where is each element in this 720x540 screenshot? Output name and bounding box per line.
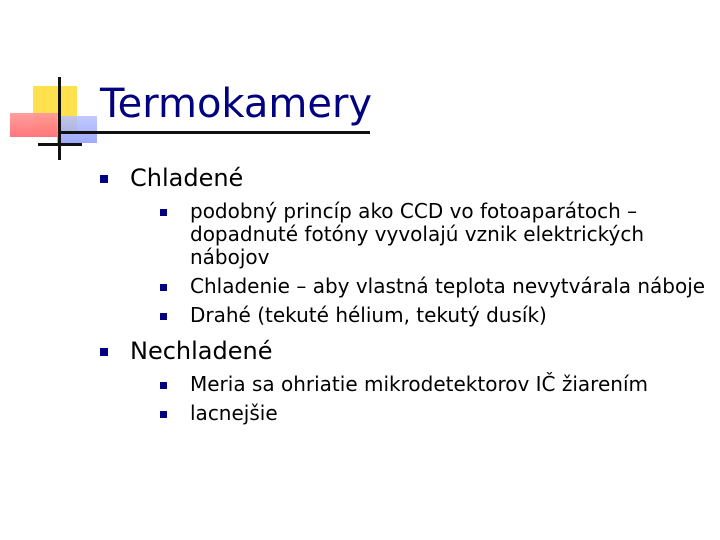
square-bullet-icon: [160, 313, 167, 320]
square-bullet-icon: [160, 284, 167, 291]
square-bullet-icon: [100, 175, 108, 183]
logo-red-square: [10, 113, 58, 137]
title-underline: [58, 131, 370, 134]
list-item: [160, 275, 710, 298]
sub-bullet-list: [130, 373, 710, 425]
slide-title: Termokamery: [100, 81, 373, 127]
logo-blue-square: [57, 116, 97, 143]
square-bullet-icon: [160, 382, 167, 389]
sub-bullet-text: Drahé (tekuté hélium, tekutý dusík): [190, 303, 547, 327]
bullet-text: Nechladené: [130, 337, 273, 365]
list-item: [160, 373, 710, 396]
decorative-logo-icon: [0, 0, 110, 170]
sub-bullet-text: lacnejšie: [190, 401, 278, 425]
bullet-list: [100, 162, 710, 425]
sub-bullet-text: podobný princíp ako CCD vo fotoaparátoch – dopadnuté fotóny vyvolajú vznik elektrických nábojov: [190, 199, 645, 269]
list-item: [100, 335, 710, 425]
slide-content: [100, 162, 710, 433]
sub-bullet-text: Meria sa ohriatie mikrodetektorov IČ žiarením: [190, 372, 648, 396]
sub-bullet-text: Chladenie – aby vlastná teplota nevytvárala náboje: [190, 274, 706, 298]
sub-bullet-list: [130, 200, 710, 327]
square-bullet-icon: [160, 209, 167, 216]
logo-horizontal-line: [38, 143, 82, 146]
list-item: [160, 200, 710, 269]
list-item: [160, 402, 710, 425]
list-item: [100, 162, 710, 327]
square-bullet-icon: [100, 348, 108, 356]
list-item: [160, 304, 710, 327]
logo-vertical-line: [58, 77, 61, 160]
bullet-text: Chladené: [130, 164, 244, 192]
square-bullet-icon: [160, 411, 167, 418]
